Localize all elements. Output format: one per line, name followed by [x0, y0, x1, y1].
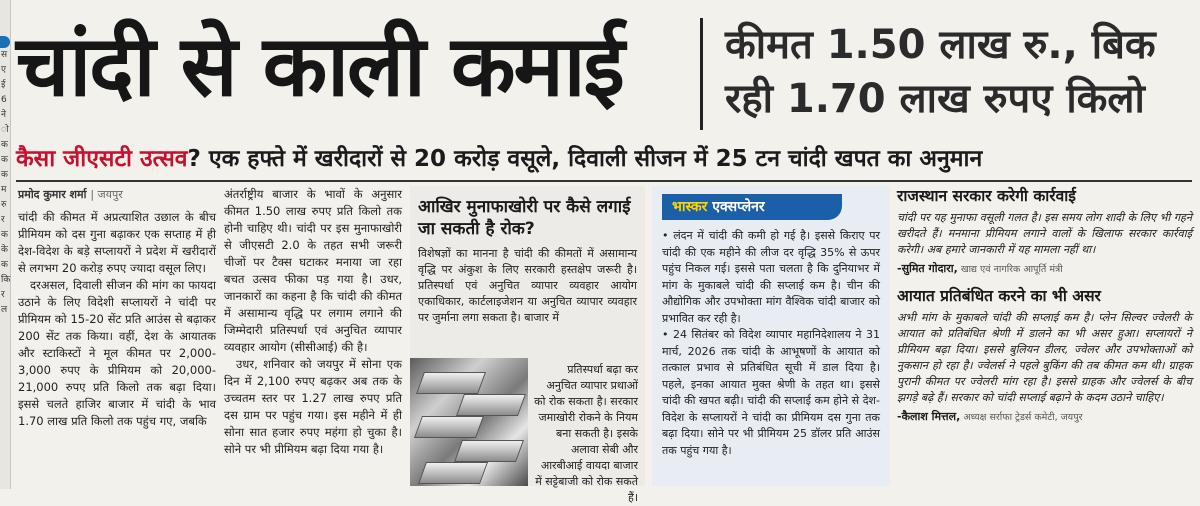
edge-text: स ए ई 6 ने ो क क क म रु र क के क कि र ल: [1, 50, 11, 315]
subheadline-lead: कैसा जीएसटी उत्सव: [16, 146, 188, 172]
tag-label: एक्सप्लेनर: [707, 199, 765, 215]
explainer-point: • 24 सितंबर को विदेश व्यापार महानिदेशालय ने 31 मार्च, 2026 तक चांदी के आभूषणों के आयात को तत्काल प्रभाव से प्रतिबंधित सूची में डाल दिया है। पहले, इनका आयात मुक्त श्रेणी के तहत था। इससे चांदी की खपत बढ़ी। चांदी की सप्लाई कम होने से देश-विदेश के सप्लायरों ने चांदी का प्रीमियम दस गुना तक बढ़ा दिया। सोने पर भी प्रीमियम 25 डॉलर प्रति आउंस तक पहुंच गया है।: [662, 328, 880, 457]
price-side-headline: कीमत 1.50 लाख रु., बिक रही 1.70 लाख रुपए किलो: [700, 18, 1192, 130]
explainer-tag: [662, 194, 842, 220]
explainer-point: • लंदन में चांदी की कमी हो गई है। इससे किराए पर चांदी की एक महीने की लीज दर वृद्धि 35% से ऊपर पहुंच निकल गई। इससे पता चलता है कि दुनियाभर में मांग के मुकाबले चांदी की सप्लाई कम है। चीन की औद्योगिक और उपभोक्ता मांग वैश्विक चांदी बाजार को प्रभावित कर रही है।: [662, 229, 880, 325]
edge-marker: [0, 36, 10, 48]
section-heading: आयात प्रतिबंधित करने का भी असर: [897, 287, 1101, 305]
paragraph: अंतर्राष्ट्रीय बाजार के भावों के अनुसार कीमत 1.50 लाख रुपए प्रति किलो तक होनी चाहिए थी। चांदी पर इस मुनाफाखोरी से जीएसटी 2.0 के तहत सभी जरूरी चीजों पर टैक्स घटाकर मनाया जा रहा बचत उत्सव फीका पड़ गया है। उधर, जानकारों का कहना है कि चांदी की कीमत में असामान्य वृद्धि पर लगाम लगाने की जिम्मेदारी प्रतिस्पर्धा एवं अनुचित व्यापार व्यवहार आयोग (सीसीआई) की है।: [224, 187, 402, 354]
article-column-1: [18, 186, 216, 486]
quotes-column: [897, 186, 1192, 486]
quote-signature: [897, 260, 1192, 278]
signature-role: अध्यक्ष सर्राफा ट्रेडर्स कमेटी, जयपुर: [960, 412, 1083, 423]
main-headline: चांदी से काली कमाई: [16, 17, 623, 115]
quote-text: अभी मांग के मुकाबले चांदी की सप्लाई कम है। प्लेन सिल्वर ज्वेलरी के आयात को प्रतिबंधित श्रेणी में डालने का भी असर हुआ। सप्लायरों ने प्रीमियम बढ़ा दिया। इससे बुलियन डीलर, ज्वेलर और उपभोक्ताओं को नुकसान हो रहा है। ज्वेलर्स ने पहले बुकिंग की तब कीमत कम थी। ग्राहक पुरानी कीमत पर ज्वेलरी मांग रहा है। इससे ग्राहक और ज्वेलर्स के बीच झगड़े बढ़े हैं। सरकार को चांदी सप्लाई बढ़ाने के कदम उठाने चाहिए।: [897, 311, 1192, 404]
box-text: प्रतिस्पर्धा बढ़ा कर अनुचित व्यापार प्रथाओं को रोक सकता है। सरकार जमाखोरी रोकने के नियम बना सकती है। इसके अलावा सेबी और आरबीआई वायदा बाजार में सट्टेबाजी को रोक सकते हैं।: [534, 363, 638, 504]
explainer-box-curbing: [410, 186, 645, 504]
divider: [16, 180, 1192, 182]
quote-signature: [897, 408, 1192, 426]
box-title: आखिर मुनाफाखोरी पर कैसे लगाई जा सकती है रोक?: [418, 197, 631, 239]
signature-role: खाद्य एवं नागरिक आपूर्ति मंत्री: [957, 264, 1063, 275]
tag-brand: भास्कर: [672, 199, 708, 215]
subheadline-rest: ? एक हफ्ते में खरीदारों से 20 करोड़ वसूले, दिवाली सीजन में 25 टन चांदी खपत का अनुमान: [187, 146, 983, 172]
byline-name: प्रमोद कुमार शर्मा: [18, 188, 87, 201]
box-lower: [410, 358, 645, 504]
signature-name: -कैलाश मित्तल,: [897, 410, 961, 423]
box-text: विशेषज्ञों का मानना है चांदी की कीमतों में असामान्य वृद्धि पर अंकुश के लिए सरकारी हस्तक्षेप जरूरी है। प्रतिस्पर्धा एवं अनुचित व्यापार व्यवहार आयोग एकाधिकार, कार्टलाइजेशन या अनुचित व्यापार व्यवहार पर जुर्माना लगा सकता है। बाजार में: [418, 247, 637, 324]
paragraph: दरअसल, दिवाली सीजन की मांग का फायदा उठाने के लिए विदेशी सप्लायरों ने चांदी पर प्रीमियम को 15-20 सेंट प्रति आउंस से बढ़ाकर 200 सेंट तक किया। वहीं, देश के आयातक और स्टाकिस्टों ने मूल कीमत पर 2,000-3,000 रुपए के प्रीमियम को 20,000-21,000 रुपए प्रति किलो तक बढ़ा दिया। इससे चलते हाजिर बाजार में चांदी के भाव 1.70 लाख प्रति किलो तक पहुंच गए, जबकि: [18, 278, 216, 428]
byline: [18, 186, 216, 203]
quote-text: चांदी पर यह मुनाफा वसूली गलत है। इस समय लोग शादी के लिए भी गहने खरीदते हैं। मनमाना प्रीमियम लगाने वालों के खिलाफ सरकार कार्रवाई करेगी। अब हमारे जानकारी में यह मामला नहीं था।: [897, 211, 1192, 256]
byline-place: | जयपुर: [90, 188, 123, 201]
signature-name: -सुमित गोदारा,: [897, 262, 958, 275]
adjacent-column-edge: [0, 0, 11, 489]
section-heading: राजस्थान सरकार करेगी कार्रवाई: [897, 187, 1076, 205]
paragraph: उधर, शनिवार को जयपुर में सोना एक दिन में 2,100 रुपए बढ़कर अब तक के उच्चतम स्तर पर 1.27 लाख रुपए प्रति दस ग्राम पर पहुंच गया। इस महीने में ही सोना सात हजार रुपए महंगा हो चुका है। सोने पर भी प्रीमियम बढ़ा दिया गया है।: [224, 357, 402, 456]
article-column-2: [224, 186, 402, 486]
silver-bars-photo: [410, 358, 528, 486]
paragraph: चांदी की कीमत में अप्रत्याशित उछाल के बीच प्रीमियम को दस गुना बढ़ाकर एक सप्ताह में ही देश-विदेश के बड़े सप्लायरों ने प्रदेश में खरीदारों से लगभग 20 करोड़ रुपए ज्यादा वसूल लिए।: [18, 210, 216, 275]
bhaskar-explainer: [652, 186, 890, 486]
subheadline: [16, 138, 1196, 180]
